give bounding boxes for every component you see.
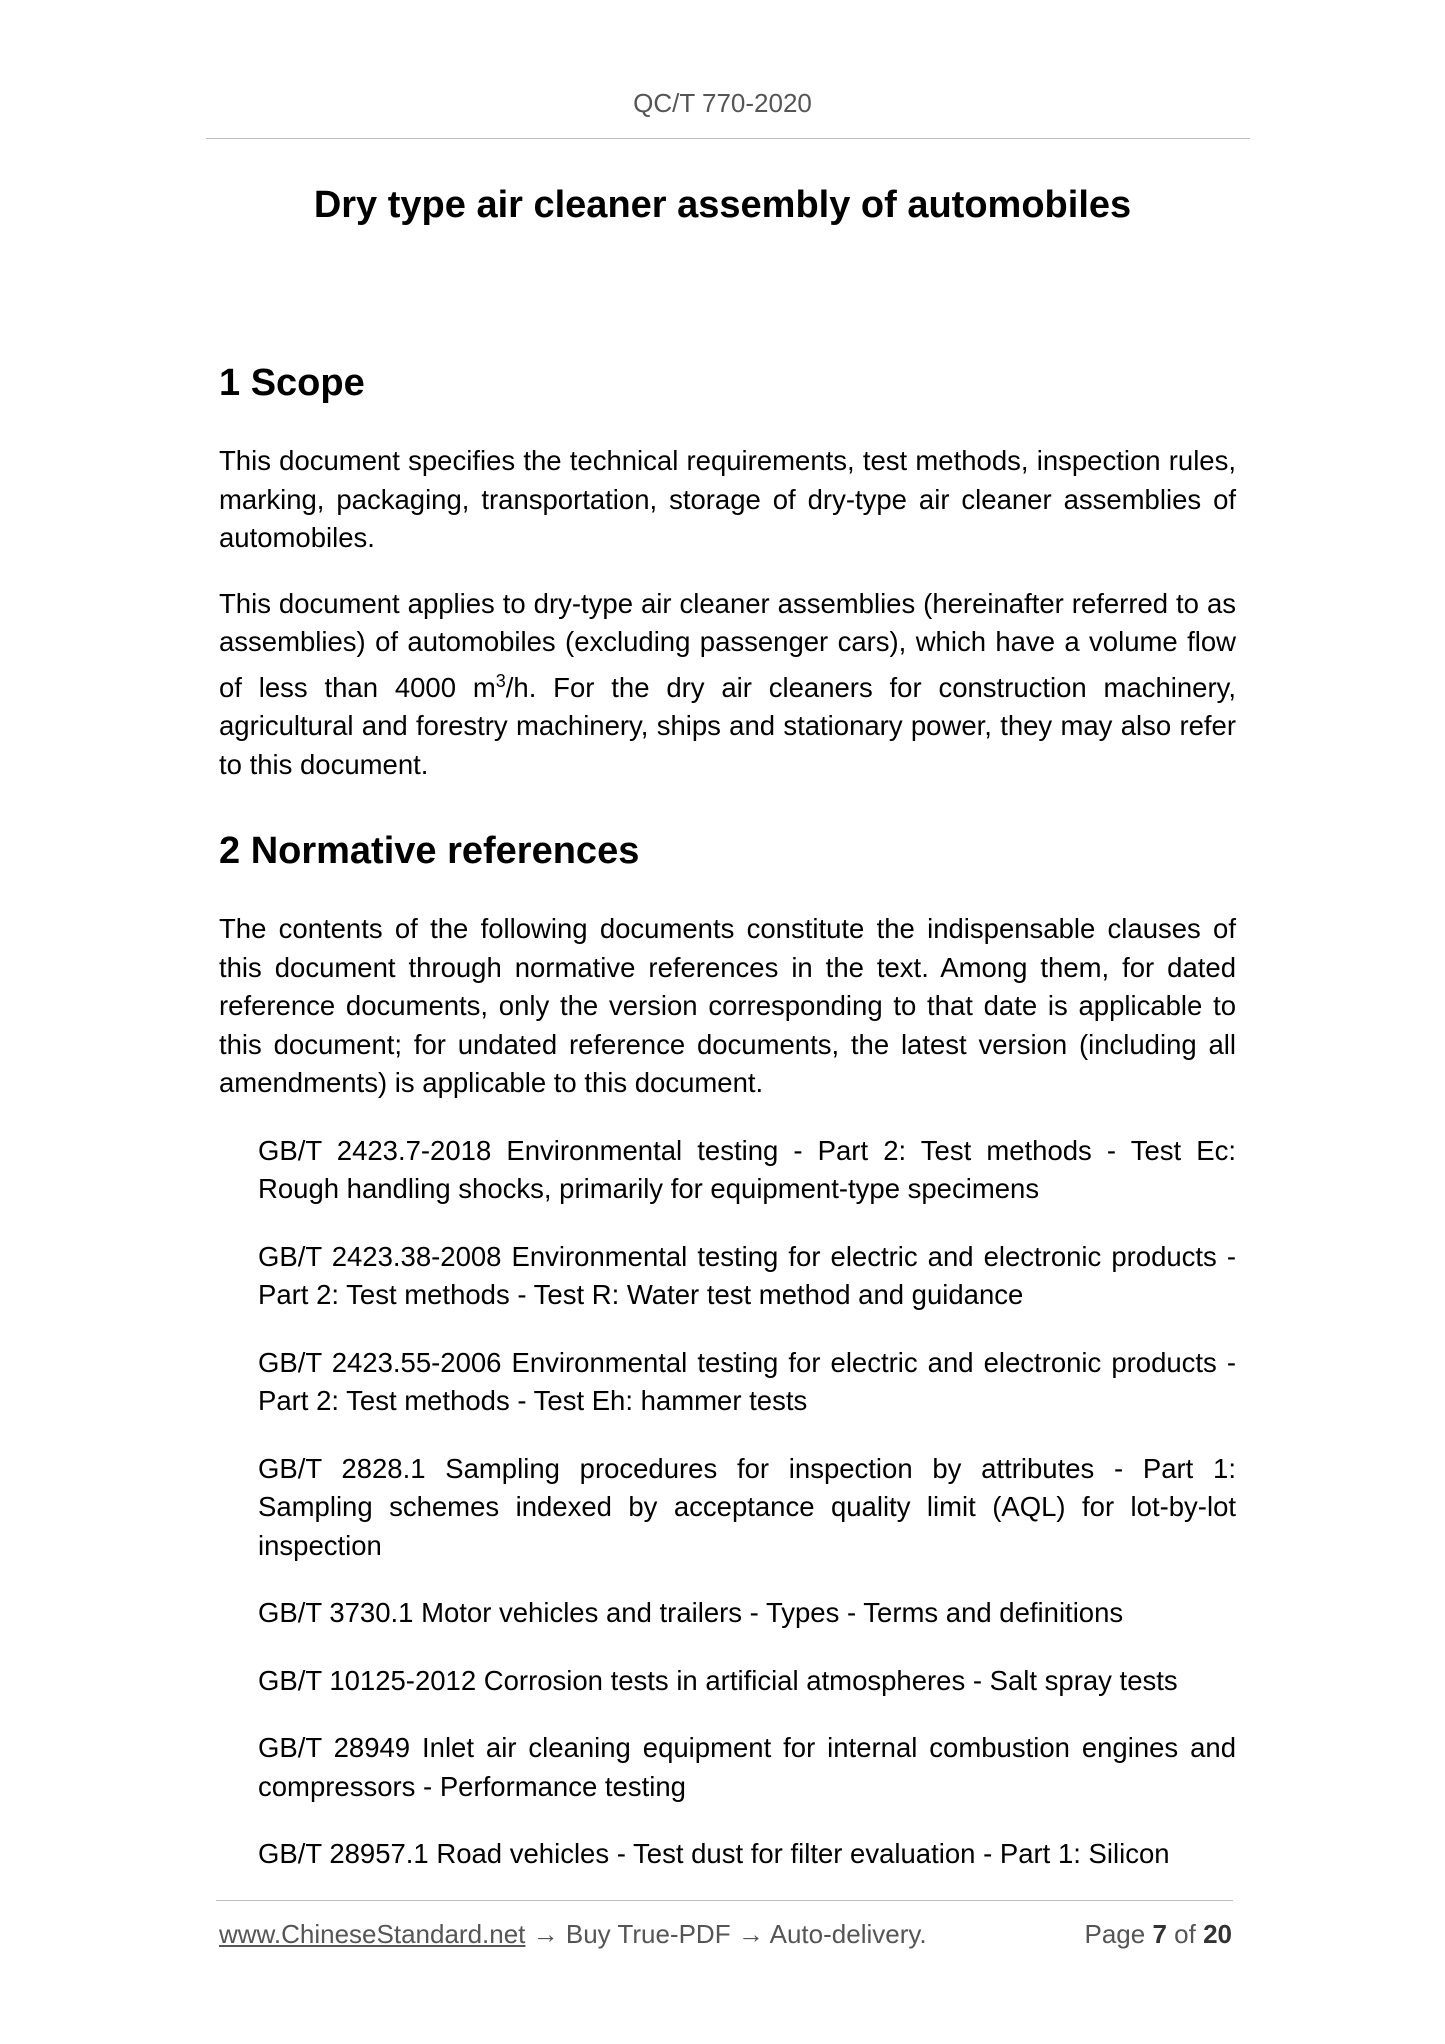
reference-item: GB/T 2423.55-2006 Environmental testing for electric and electronic products - Part 2: Test methods - Test Eh: hammer tests bbox=[258, 1346, 1236, 1417]
normative-references-intro: The contents of the following documents constitute the indispensable clauses of this document through normative references in the text. Among them, for dated reference documents, only the version corresponding to that date is applicable to this document; for undated reference documents, the latest version (including all amendments) is applicable to this document. bbox=[219, 913, 1236, 1099]
website-link[interactable]: www.ChineseStandard.net bbox=[219, 1919, 526, 1949]
page-of-label: of bbox=[1174, 1919, 1196, 1949]
page-current: 7 bbox=[1152, 1919, 1167, 1949]
scope-paragraph-2-text: This document applies to dry-type air cleaner assemblies (hereinafter referred to as assemblies) of automobiles (excluding passenger cars), which have a volume flow of less than 4000 m bbox=[219, 587, 1236, 703]
section-heading-scope: 1 Scope bbox=[219, 362, 365, 404]
arrow-right-icon: → bbox=[532, 1919, 559, 1949]
page-total: 20 bbox=[1203, 1919, 1232, 1949]
scope-paragraph-2 bbox=[219, 585, 1236, 785]
page-number bbox=[1084, 1919, 1232, 1950]
footer-promo bbox=[219, 1919, 927, 1950]
superscript-3: 3 bbox=[495, 670, 506, 691]
scope-paragraph-1: This document specifies the technical requirements, test methods, inspection rules, marking, packaging, transportation, storage of dry-type air cleaner assemblies of automobiles. bbox=[219, 445, 1236, 553]
document-title: Dry type air cleaner assembly of automobiles bbox=[313, 184, 1132, 226]
page-label: Page bbox=[1084, 1919, 1146, 1949]
auto-delivery-text: Auto-delivery. bbox=[769, 1919, 927, 1949]
footer-divider bbox=[216, 1900, 1233, 1901]
header-standard-id: QC/T 770-2020 bbox=[633, 88, 812, 118]
reference-item: GB/T 2423.38-2008 Environmental testing for electric and electronic products - Part 2: Test methods - Test R: Water test method and guidance bbox=[258, 1240, 1236, 1311]
reference-item: GB/T 3730.1 Motor vehicles and trailers - Types - Terms and definitions bbox=[258, 1597, 1124, 1629]
arrow-right-icon: → bbox=[737, 1919, 764, 1949]
header-divider bbox=[206, 138, 1250, 139]
reference-item: GB/T 28957.1 Road vehicles - Test dust for filter evaluation - Part 1: Silicon bbox=[258, 1838, 1170, 1870]
document-body bbox=[219, 356, 1236, 1874]
reference-item: GB/T 2828.1 Sampling procedures for inspection by attributes - Part 1: Sampling schemes indexed by acceptance quality limit (AQL) for lot-by-lot inspection bbox=[258, 1452, 1236, 1561]
reference-list bbox=[219, 1132, 1236, 1874]
reference-item: GB/T 10125-2012 Corrosion tests in artificial atmospheres - Salt spray tests bbox=[258, 1664, 1178, 1696]
reference-item: GB/T 2423.7-2018 Environmental testing - Part 2: Test methods - Test Ec: Rough handling shocks, primarily for equipment-type specimens bbox=[258, 1134, 1236, 1205]
reference-item: GB/T 28949 Inlet air cleaning equipment for internal combustion engines and compressors - Performance testing bbox=[258, 1732, 1236, 1802]
scope-paragraph-2-text-cont: /h. For the dry air cleaners for construction machinery, agricultural and forestry machinery, ships and stationary power, they may also refer to this document. bbox=[219, 671, 1236, 780]
section-heading-normative-references: 2 Normative references bbox=[219, 830, 640, 873]
buy-true-pdf-text: Buy True-PDF bbox=[565, 1919, 731, 1949]
